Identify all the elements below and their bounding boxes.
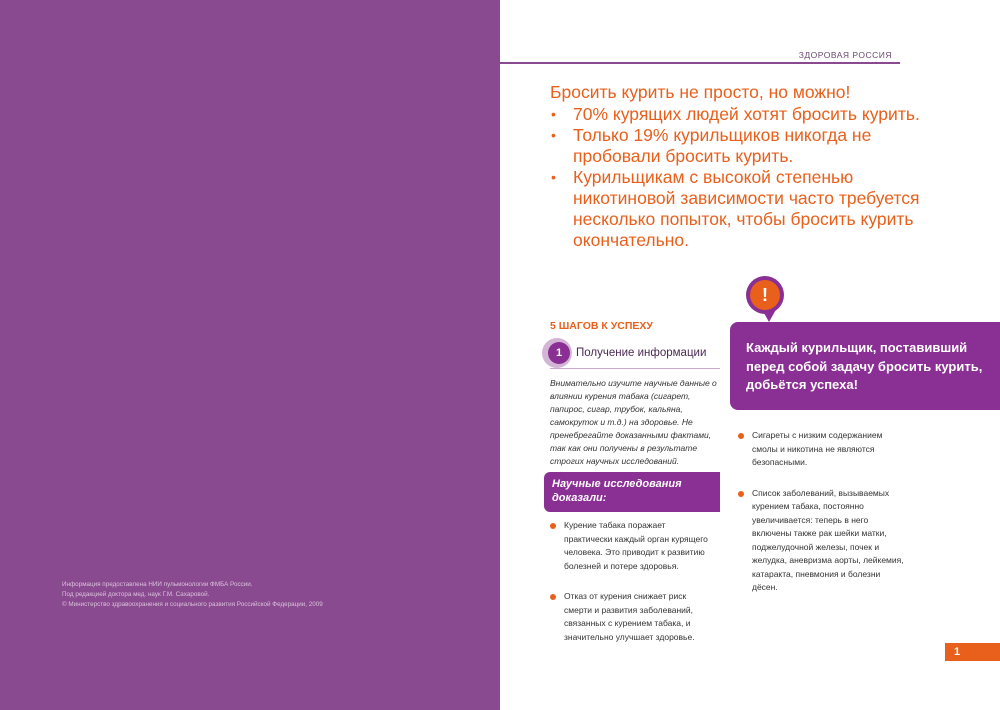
headline-point: • Курильщикам с высокой степенью никотиновой зависимости часто требуется несколько попыток, чтобы бросить курить окончательно.	[550, 167, 930, 251]
headline-block	[550, 82, 930, 251]
headline-point: • Только 19% курильщиков никогда не пробовали бросить курить.	[550, 125, 930, 167]
proof-list-left	[550, 519, 716, 661]
proof-item: Отказ от курения снижает риск смерти и развития заболеваний, связанных с курением табака, и значительно улучшает здоровье.	[550, 590, 716, 644]
credit-line: Информация предоставлена НИИ пульмонологии ФМБА России.	[62, 581, 253, 588]
credits	[62, 580, 482, 610]
proof-item: Список заболеваний, вызываемых курением табака, постоянно увеличивается: теперь в него включены также рак шейки матки, поджелудочной железы, почек и желудка, аневризма аорты, лейкемия, катаракта, пневмония и болезни дёсен.	[738, 487, 904, 595]
step-description: Внимательно изучите научные данные о влиянии курения табака (сигарет, папирос, сигар, трубок, кальяна, самокруток и т.д.) на здоровье. Не пренебрегайте доказанными фактами, так как они получены в результате строгих научных исследований.	[550, 378, 717, 466]
motivation-callout: Каждый курильщик, поставивший перед собой задачу бросить курить, добьётся успеха!	[730, 322, 1000, 410]
brand-label: ЗДОРОВАЯ РОССИЯ	[798, 50, 892, 60]
proof-item: Сигареты с низким содержанием смолы и никотина не являются безопасными.	[738, 429, 904, 470]
proof-item: Курение табака поражает практически каждый орган курящего человека. Это приводит к развитию болезней и потере здоровья.	[550, 519, 716, 573]
page-number: 1	[945, 643, 1000, 661]
proof-list-right	[738, 429, 904, 612]
headline-title: Бросить курить не просто, но можно!	[550, 82, 851, 102]
credit-line: © Министерство здравоохранения и социального развития Российской Федерации, 2009	[62, 601, 323, 608]
step-title: Получение информации	[576, 347, 707, 359]
step-divider	[550, 368, 720, 369]
steps-heading: 5 ШАГОВ К УСПЕХУ	[550, 320, 653, 332]
right-page	[500, 0, 1000, 710]
step-number: 1	[548, 342, 570, 364]
headline-point: • 70% курящих людей хотят бросить курить.	[550, 104, 930, 125]
header-divider	[500, 62, 900, 64]
headline-points	[550, 104, 930, 251]
research-proof-heading: Научные исследования доказали:	[544, 472, 720, 512]
step-number-badge	[542, 338, 572, 368]
credit-line: Под редакцией доктора мед. наук Г.М. Сахаровой.	[62, 591, 210, 598]
exclamation-icon: !	[750, 280, 780, 310]
